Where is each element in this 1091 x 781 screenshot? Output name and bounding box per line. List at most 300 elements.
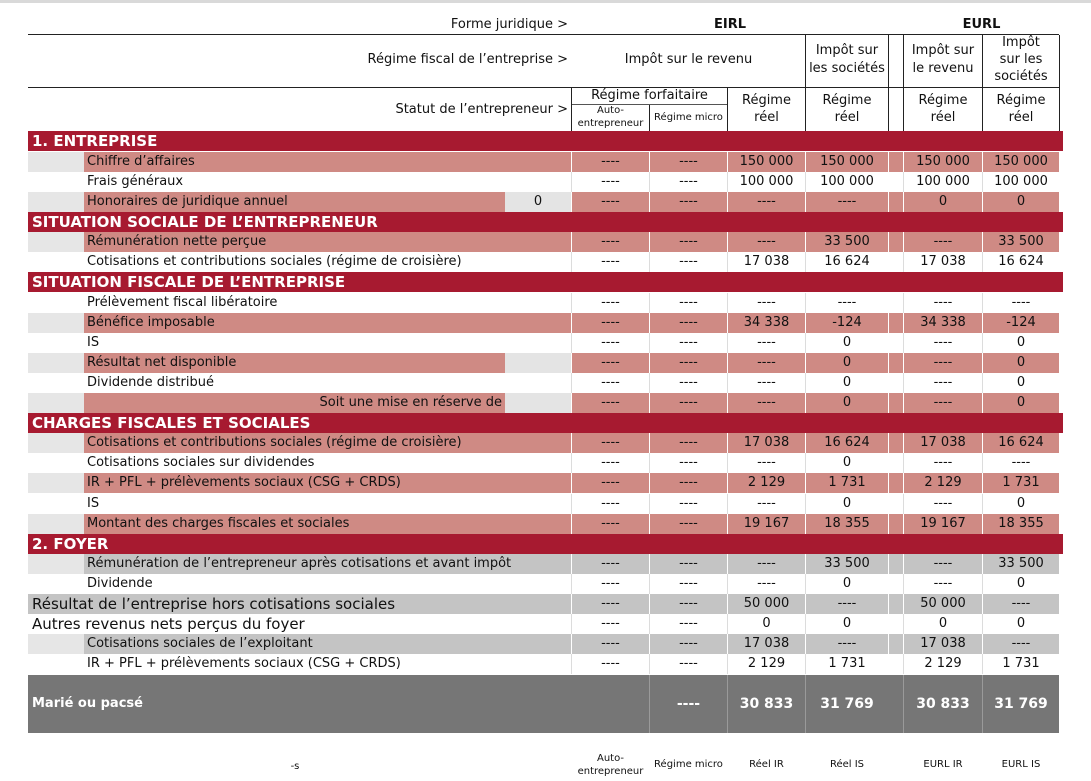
column-separator <box>888 232 889 252</box>
row-value: ---- <box>601 636 620 651</box>
row-value: 33 500 <box>824 556 870 571</box>
column-separator <box>571 152 572 172</box>
row-value: ---- <box>679 475 698 490</box>
row-label: Cotisations et contributions sociales (régime de croisière) <box>87 435 462 450</box>
row-value: 0 <box>1016 576 1026 591</box>
column-separator <box>903 252 904 272</box>
column-separator <box>727 293 728 313</box>
regime-eurl-ir-line1: Impôt sur <box>911 43 975 58</box>
row-value: 33 500 <box>824 234 870 249</box>
column-separator <box>571 393 572 413</box>
row-value: 1 731 <box>828 656 866 671</box>
row-value: 17 038 <box>743 254 790 269</box>
row-gutter <box>28 554 84 574</box>
row-value: 0 <box>1016 335 1026 350</box>
row-value: ---- <box>601 435 620 450</box>
row-label: Autres revenus nets perçus du foyer <box>32 615 305 633</box>
column-separator <box>571 614 572 634</box>
column-separator <box>727 373 728 393</box>
column-separator <box>805 433 806 453</box>
column-separator <box>805 675 806 733</box>
column-separator <box>649 574 650 594</box>
column-separator <box>982 614 983 634</box>
header-vrule <box>903 35 904 131</box>
column-separator <box>903 654 904 674</box>
row-value: ---- <box>933 234 953 249</box>
column-separator <box>649 494 650 514</box>
row-value: 0 <box>842 395 852 410</box>
row-label: Chiffre d’affaires <box>87 154 195 169</box>
column-separator <box>888 514 889 534</box>
column-separator <box>649 675 650 733</box>
regime-eurl-ir-line2: le revenu <box>912 61 974 76</box>
header-vrule <box>805 35 806 131</box>
row-value: 0 <box>1016 496 1026 511</box>
row-value: 150 000 <box>739 154 794 169</box>
regime-reel-is-line2: réel <box>834 110 860 125</box>
row-value: 18 355 <box>824 516 870 531</box>
row-label: Dividende distribué <box>87 375 214 390</box>
row-value: 16 624 <box>998 435 1044 450</box>
row-label: IS <box>87 496 100 511</box>
row-value: ---- <box>757 556 776 571</box>
column-separator <box>903 393 904 413</box>
regime-forfaitaire: Régime forfaitaire <box>591 88 708 103</box>
row-value: ---- <box>933 375 953 390</box>
column-separator <box>805 152 806 172</box>
row-value: 150 000 <box>820 154 874 169</box>
header-vrule <box>1059 35 1060 131</box>
column-separator <box>805 494 806 514</box>
row-label: IR + PFL + prélèvements sociaux (CSG + CRDS) <box>87 656 401 671</box>
row-value: 0 <box>842 576 852 591</box>
row-value: ---- <box>757 375 776 390</box>
column-separator <box>727 232 728 252</box>
row-value: ---- <box>601 355 620 370</box>
column-separator <box>982 574 983 594</box>
column-separator <box>727 433 728 453</box>
column-separator <box>982 192 983 212</box>
column-separator <box>805 654 806 674</box>
column-separator <box>571 252 572 272</box>
row-value: ---- <box>679 656 698 671</box>
row-value: ---- <box>757 455 776 470</box>
row-value: ---- <box>601 596 620 611</box>
row-value: 150 000 <box>916 154 970 169</box>
column-separator <box>727 675 728 733</box>
row-spacer <box>505 353 571 373</box>
row-value: ---- <box>679 596 698 611</box>
row-value: ---- <box>1011 455 1031 470</box>
top-border <box>0 0 1091 3</box>
column-separator <box>805 453 806 473</box>
row-gutter <box>28 232 84 252</box>
header-vrule <box>649 105 650 131</box>
row-value: 0 <box>1016 616 1026 631</box>
section-charges-fiscales: CHARGES FISCALES ET SOCIALES <box>28 413 1063 433</box>
footer-auto-line2: entrepreneur <box>577 766 644 777</box>
row-value: 17 038 <box>920 254 966 269</box>
row-value: -124 <box>832 315 862 330</box>
row-value: ---- <box>601 475 620 490</box>
column-separator <box>805 293 806 313</box>
row-value: ---- <box>679 636 698 651</box>
row-value: ---- <box>933 335 953 350</box>
column-separator <box>571 353 572 373</box>
row-value: ---- <box>679 496 698 511</box>
column-separator <box>805 353 806 373</box>
row-value: ---- <box>679 194 698 209</box>
row-value: 0 <box>1016 355 1026 370</box>
row-value: ---- <box>837 194 857 209</box>
row-value: 1 731 <box>828 475 866 490</box>
row-value: 0 <box>842 616 852 631</box>
row-label: IR + PFL + prélèvements sociaux (CSG + CRDS) <box>87 475 401 490</box>
row-spacer <box>505 393 571 413</box>
row-value: ---- <box>679 576 698 591</box>
column-separator <box>727 614 728 634</box>
row-value: 1 731 <box>1002 475 1040 490</box>
column-separator <box>888 433 889 453</box>
row-value: 1 731 <box>1002 656 1040 671</box>
total-value: 31 769 <box>820 696 874 712</box>
column-separator <box>649 373 650 393</box>
column-separator <box>805 313 806 333</box>
column-separator <box>888 634 889 654</box>
column-separator <box>727 353 728 373</box>
row-label: Rémunération de l’entrepreneur après cotisations et avant impôt <box>87 556 512 571</box>
column-separator <box>903 473 904 493</box>
column-separator <box>727 654 728 674</box>
row-value: ---- <box>679 254 698 269</box>
row-value: 0 <box>842 335 852 350</box>
row-label: Rémunération nette perçue <box>87 234 267 249</box>
row-value: ---- <box>601 455 620 470</box>
row-value: ---- <box>757 335 776 350</box>
footer-eurl-ir: EURL IR <box>923 759 963 770</box>
column-separator <box>571 232 572 252</box>
column-separator <box>805 634 806 654</box>
row-gutter <box>28 353 84 373</box>
row-value: ---- <box>601 174 620 189</box>
row-value: ---- <box>601 395 620 410</box>
column-separator <box>805 473 806 493</box>
row-value: 0 <box>762 616 771 631</box>
column-separator <box>888 353 889 373</box>
column-separator <box>649 654 650 674</box>
column-separator <box>727 574 728 594</box>
row-value: 50 000 <box>743 596 790 611</box>
column-separator <box>903 634 904 654</box>
regime-is-line2: les sociétés <box>809 61 885 76</box>
column-separator <box>903 554 904 574</box>
footer-reel-is: Réel IS <box>829 759 865 770</box>
column-separator <box>805 574 806 594</box>
row-value: ---- <box>933 576 953 591</box>
row-label: Cotisations sociales de l’exploitant <box>87 636 313 651</box>
footer-auto-line1: Auto- <box>596 753 624 764</box>
regime-fiscal-label: Régime fiscal de l’entreprise > <box>367 52 568 67</box>
row-value: -124 <box>1006 315 1036 330</box>
column-separator <box>903 594 904 614</box>
row-value: ---- <box>933 395 953 410</box>
column-separator <box>888 594 889 614</box>
row-value: 17 038 <box>920 435 966 450</box>
row-value: ---- <box>679 435 698 450</box>
row-label: Bénéfice imposable <box>87 315 215 330</box>
header-divider-middle <box>28 87 1059 88</box>
column-separator <box>805 594 806 614</box>
column-separator <box>571 574 572 594</box>
row-value: ---- <box>1011 596 1031 611</box>
column-separator <box>727 192 728 212</box>
column-separator <box>982 232 983 252</box>
row-value: ---- <box>601 616 620 631</box>
row-value: ---- <box>933 556 953 571</box>
column-separator <box>649 333 650 353</box>
column-separator <box>982 252 983 272</box>
row-value: 100 000 <box>916 174 970 189</box>
row-value: ---- <box>679 295 698 310</box>
row-value: ---- <box>601 194 620 209</box>
row-value: 150 000 <box>994 154 1048 169</box>
footer-micro: Régime micro <box>654 759 723 770</box>
row-value: ---- <box>601 496 620 511</box>
column-separator <box>727 594 728 614</box>
regime-reel-eurl-is-line1: Régime <box>996 93 1046 108</box>
auto-entrepreneur-line1: Auto- <box>596 105 624 116</box>
column-separator <box>727 554 728 574</box>
column-separator <box>903 293 904 313</box>
row-value: 100 000 <box>739 174 794 189</box>
section-situation-sociale: SITUATION SOCIALE DE L’ENTREPRENEUR <box>28 212 1063 232</box>
row-value: ---- <box>601 335 620 350</box>
row-gutter <box>28 634 84 654</box>
row-gutter <box>28 433 84 453</box>
column-separator <box>649 554 650 574</box>
row-label: Soit une mise en réserve de <box>319 395 502 410</box>
forme-juridique-label: Forme juridique > <box>450 17 568 32</box>
row-label: Prélèvement fiscal libératoire <box>87 295 278 310</box>
column-separator <box>571 333 572 353</box>
column-separator <box>571 554 572 574</box>
column-separator <box>649 594 650 614</box>
column-separator <box>982 152 983 172</box>
row-value: ---- <box>679 355 698 370</box>
row-value: 0 <box>1016 395 1026 410</box>
column-separator <box>727 172 728 192</box>
column-separator <box>805 373 806 393</box>
column-separator <box>649 453 650 473</box>
column-separator <box>727 152 728 172</box>
row-value: ---- <box>679 395 698 410</box>
column-separator <box>649 152 650 172</box>
row-value: ---- <box>757 194 776 209</box>
column-separator <box>982 494 983 514</box>
row-value: ---- <box>601 234 620 249</box>
column-separator <box>649 514 650 534</box>
column-separator <box>903 675 904 733</box>
regime-is-line1: Impôt sur <box>815 43 879 58</box>
row-value: ---- <box>601 315 620 330</box>
footer-reel-ir: Réel IR <box>749 759 784 770</box>
column-separator <box>982 453 983 473</box>
regime-eurl-is-line1: Impôt <box>1002 35 1040 50</box>
row-label: Dividende <box>87 576 153 591</box>
column-separator <box>903 333 904 353</box>
section-situation-fiscale: SITUATION FISCALE DE L’ENTREPRISE <box>28 272 1063 292</box>
column-separator <box>571 654 572 674</box>
row-value: 16 624 <box>998 254 1044 269</box>
row-value: 19 167 <box>920 516 966 531</box>
column-separator <box>727 393 728 413</box>
column-separator <box>805 393 806 413</box>
row-value: ---- <box>1011 295 1031 310</box>
row-value: ---- <box>933 355 953 370</box>
column-separator <box>571 453 572 473</box>
row-value: ---- <box>757 576 776 591</box>
footer-left-label: -s <box>290 761 300 772</box>
row-value: ---- <box>679 375 698 390</box>
column-separator <box>903 313 904 333</box>
row-value: ---- <box>1011 636 1031 651</box>
column-separator <box>903 433 904 453</box>
column-separator <box>888 313 889 333</box>
row-value: ---- <box>757 234 776 249</box>
column-separator <box>903 152 904 172</box>
column-separator <box>727 453 728 473</box>
column-separator <box>805 252 806 272</box>
row-value: ---- <box>679 174 698 189</box>
column-separator <box>649 393 650 413</box>
column-separator <box>903 574 904 594</box>
row-value: ---- <box>601 576 620 591</box>
regime-reel-eurl-is-line2: réel <box>1008 110 1034 125</box>
row-value: 2 129 <box>924 656 962 671</box>
row-gutter <box>28 192 84 212</box>
column-separator <box>649 172 650 192</box>
column-separator <box>903 373 904 393</box>
row-value: 50 000 <box>920 596 966 611</box>
column-separator <box>649 433 650 453</box>
row-gutter <box>28 393 84 413</box>
column-separator <box>649 252 650 272</box>
column-separator <box>982 293 983 313</box>
column-separator <box>982 473 983 493</box>
row-gutter <box>28 514 84 534</box>
row-value: 16 624 <box>824 254 870 269</box>
row-value: 16 624 <box>824 435 870 450</box>
column-separator <box>903 192 904 212</box>
row-value: 17 038 <box>920 636 966 651</box>
row-value: 34 338 <box>920 315 966 330</box>
regime-reel-eurl-ir-line2: réel <box>930 110 956 125</box>
regime-eurl-is-line3: sociétés <box>994 69 1048 84</box>
header-vrule <box>571 88 572 131</box>
column-separator <box>982 172 983 192</box>
column-separator <box>571 373 572 393</box>
row-value: ---- <box>757 395 776 410</box>
column-separator <box>982 514 983 534</box>
row-value: ---- <box>679 335 698 350</box>
total-row-label: Marié ou pacsé <box>32 696 143 711</box>
column-separator <box>982 654 983 674</box>
row-label: Résultat de l’entreprise hors cotisations sociales <box>32 595 396 613</box>
column-separator <box>727 252 728 272</box>
column-separator <box>571 494 572 514</box>
column-separator <box>903 232 904 252</box>
row-value: 33 500 <box>998 234 1044 249</box>
column-separator <box>727 494 728 514</box>
row-value: ---- <box>601 375 620 390</box>
row-value: ---- <box>933 295 953 310</box>
column-separator <box>571 172 572 192</box>
column-separator <box>982 313 983 333</box>
row-gutter <box>28 313 84 333</box>
column-separator <box>982 333 983 353</box>
column-separator <box>982 675 983 733</box>
column-separator <box>571 634 572 654</box>
header-divider-top <box>28 34 1059 35</box>
column-separator <box>888 473 889 493</box>
forme-eirl: EIRL <box>713 17 746 32</box>
column-separator <box>649 232 650 252</box>
statut-label: Statut de l’entrepreneur > <box>395 102 568 117</box>
column-separator <box>649 313 650 333</box>
row-label: Honoraires de juridique annuel <box>87 194 288 209</box>
section-entreprise: 1. ENTREPRISE <box>28 131 1063 151</box>
total-value: 31 769 <box>994 696 1048 712</box>
row-value: 19 167 <box>743 516 790 531</box>
row-value: ---- <box>601 656 620 671</box>
column-separator <box>649 634 650 654</box>
column-separator <box>805 614 806 634</box>
column-separator <box>903 172 904 192</box>
row-value: 0 <box>1016 375 1026 390</box>
honoraires-input[interactable]: 0 <box>505 192 571 212</box>
row-value: ---- <box>601 154 620 169</box>
row-value: 18 355 <box>998 516 1044 531</box>
row-value: ---- <box>679 556 698 571</box>
row-value: 0 <box>842 355 852 370</box>
row-label: Frais généraux <box>87 174 184 189</box>
row-value: ---- <box>601 254 620 269</box>
column-separator <box>903 514 904 534</box>
column-separator <box>888 393 889 413</box>
regime-impot-revenu: Impôt sur le revenu <box>624 52 753 67</box>
row-value: 2 129 <box>747 475 786 490</box>
row-label: Résultat net disponible <box>87 355 237 370</box>
row-value: ---- <box>837 636 857 651</box>
regime-reel-eurl-ir-line1: Régime <box>918 93 968 108</box>
row-value: 2 129 <box>924 475 962 490</box>
column-separator <box>649 473 650 493</box>
row-value: 0 <box>938 616 948 631</box>
column-separator <box>888 152 889 172</box>
column-separator <box>982 393 983 413</box>
column-separator <box>727 473 728 493</box>
column-separator <box>805 172 806 192</box>
column-separator <box>649 293 650 313</box>
regime-eurl-is-line2: sur les <box>999 52 1043 67</box>
column-separator <box>649 192 650 212</box>
column-separator <box>888 554 889 574</box>
column-separator <box>805 232 806 252</box>
row-value: ---- <box>601 516 620 531</box>
column-separator <box>571 594 572 614</box>
forme-eurl: EURL <box>962 17 1001 32</box>
column-separator <box>727 634 728 654</box>
